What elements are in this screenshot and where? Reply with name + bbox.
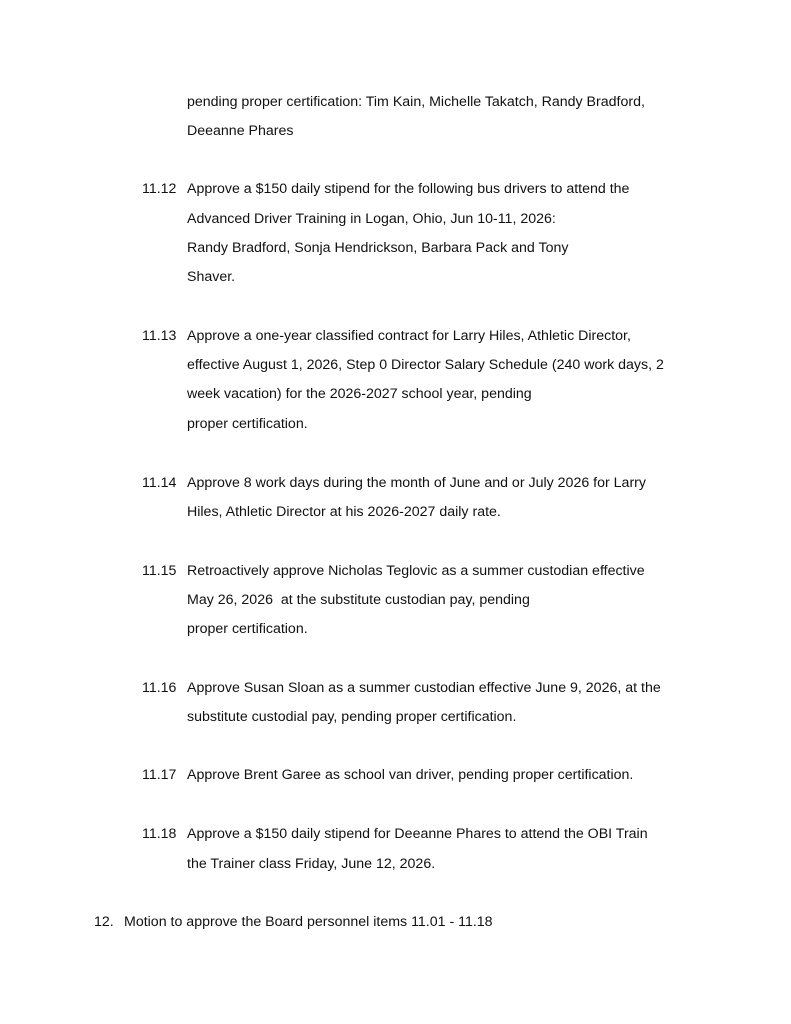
motion-text: Motion to approve the Board personnel items 11.01 - 11.18 <box>124 914 493 930</box>
item-number: 11.17 <box>142 767 177 783</box>
item-line: effective August 1, 2026, Step 0 Director Salary Schedule (240 work days, 2 <box>187 357 664 373</box>
item-line: Shaver. <box>187 269 236 285</box>
item-line: the Trainer class Friday, June 12, 2026. <box>187 856 436 872</box>
motion-number: 12. <box>94 914 114 930</box>
item-line: Approve Susan Sloan as a summer custodian effective June 9, 2026, at the <box>187 680 661 696</box>
item-number: 11.16 <box>142 680 177 696</box>
continuation-line: pending proper certification: Tim Kain, Michelle Takatch, Randy Bradford, <box>187 94 645 110</box>
item-line: substitute custodial pay, pending proper certification. <box>187 709 517 725</box>
item-line: Approve 8 work days during the month of June and or July 2026 for Larry <box>187 475 646 491</box>
item-line: proper certification. <box>187 621 308 637</box>
item-line: Approve Brent Garee as school van driver, pending proper certification. <box>187 767 634 783</box>
item-line: Approve a $150 daily stipend for Deeanne Phares to attend the OBI Train <box>187 826 648 842</box>
continuation-line: Deeanne Phares <box>187 123 294 139</box>
item-line: week vacation) for the 2026-2027 school year, pending <box>187 386 532 402</box>
item-number: 11.18 <box>142 826 177 842</box>
item-line: May 26, 2026 at the substitute custodian pay, pending <box>187 592 530 608</box>
item-number: 11.14 <box>142 475 177 491</box>
item-line: proper certification. <box>187 416 308 432</box>
item-number: 11.12 <box>142 181 177 197</box>
item-line: Retroactively approve Nicholas Teglovic as a summer custodian effective <box>187 563 645 579</box>
item-line: Advanced Driver Training in Logan, Ohio, Jun 10-11, 2026: <box>187 211 556 227</box>
item-number: 11.13 <box>142 328 177 344</box>
item-number: 11.15 <box>142 563 177 579</box>
item-line: Approve a one-year classified contract for Larry Hiles, Athletic Director, <box>187 328 631 344</box>
item-line: Randy Bradford, Sonja Hendrickson, Barbara Pack and Tony <box>187 240 569 256</box>
item-line: Approve a $150 daily stipend for the following bus drivers to attend the <box>187 181 630 197</box>
item-line: Hiles, Athletic Director at his 2026-2027 daily rate. <box>187 504 501 520</box>
